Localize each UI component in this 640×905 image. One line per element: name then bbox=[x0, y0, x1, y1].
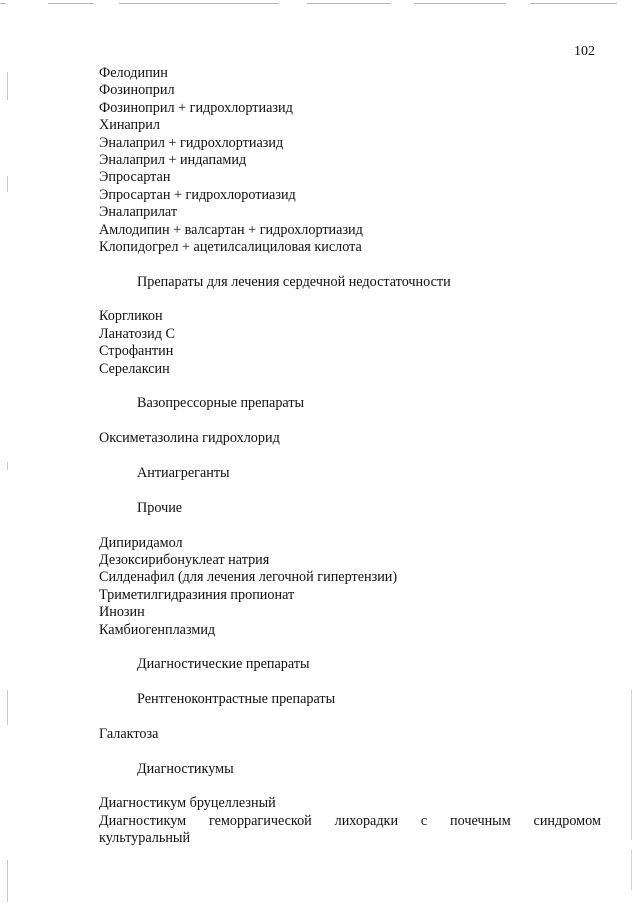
document-line: Строфантин bbox=[99, 343, 174, 360]
document-line: Фозиноприл + гидрохлортиазид bbox=[99, 99, 293, 116]
document-line: Ланатозид С bbox=[99, 325, 175, 342]
document-line: Эпросартан bbox=[99, 169, 171, 186]
justified-word: Диагностикум bbox=[99, 812, 187, 829]
scan-artifact-line bbox=[530, 3, 617, 4]
page-number: 102 bbox=[574, 44, 595, 59]
left-scan-edge-mark bbox=[7, 860, 8, 902]
document-line: Эналаприл + индапамид bbox=[99, 151, 247, 168]
document-line: Фелодипин bbox=[99, 65, 168, 81]
scan-artifact-line bbox=[307, 3, 391, 4]
justified-word: синдромом bbox=[533, 812, 601, 829]
document-line: Триметилгидразиния пропионат bbox=[99, 586, 295, 603]
document-line: Фозиноприл bbox=[99, 82, 175, 99]
document-line: Инозин bbox=[99, 604, 145, 621]
document-line: Хинаприл bbox=[99, 117, 160, 134]
justified-word: почечным bbox=[450, 812, 511, 829]
document-line: Галактоза bbox=[99, 725, 159, 742]
justified-word: геморрагической bbox=[208, 812, 312, 829]
section-heading: Вазопрессорные препараты bbox=[137, 395, 305, 412]
scan-artifact-line bbox=[0, 3, 6, 4]
section-heading: Антиагреганты bbox=[137, 464, 230, 481]
left-scan-edge-mark bbox=[7, 72, 8, 100]
justified-document-line bbox=[99, 813, 601, 830]
blank-line bbox=[99, 378, 601, 395]
section-heading: Диагностические препараты bbox=[137, 656, 310, 673]
document-line: Дипиридамол bbox=[99, 534, 183, 551]
scan-artifact-line bbox=[48, 3, 94, 4]
right-scan-edge-mark bbox=[631, 690, 632, 840]
left-scan-edge-mark bbox=[7, 690, 8, 725]
blank-line bbox=[99, 256, 601, 273]
document-line: Эпросартан + гидрохлоротиазид bbox=[99, 186, 296, 203]
section-heading: Диагностикумы bbox=[137, 760, 234, 777]
scan-artifact-line bbox=[414, 3, 506, 4]
blank-line bbox=[99, 413, 601, 430]
document-line: Серелаксин bbox=[99, 360, 170, 377]
blank-line bbox=[99, 639, 601, 656]
section-heading: Прочие bbox=[137, 499, 183, 516]
section-heading: Препараты для лечения сердечной недостаточности bbox=[137, 273, 451, 290]
document-line: Клопидогрел + ацетилсалициловая кислота bbox=[99, 238, 362, 255]
left-scan-edge-mark bbox=[7, 176, 8, 192]
justified-word: лихорадки bbox=[334, 812, 399, 829]
blank-line bbox=[99, 674, 601, 691]
scan-top-artifact bbox=[0, 0, 640, 10]
document-line: Эналаприл + гидрохлортиазид bbox=[99, 134, 284, 151]
right-scan-edge-mark bbox=[631, 850, 632, 890]
document-line: Камбиогенплазмид bbox=[99, 621, 216, 638]
document-line: Эналаприлат bbox=[99, 204, 178, 221]
blank-line bbox=[99, 291, 601, 308]
document-line: Дезоксирибонуклеат натрия bbox=[99, 551, 270, 568]
document-line: Силденафил (для лечения легочной гипертензии) bbox=[99, 569, 398, 586]
blank-line bbox=[99, 482, 601, 499]
document-line: Оксиметазолина гидрохлорид bbox=[99, 430, 280, 447]
blank-line bbox=[99, 743, 601, 760]
document-content bbox=[99, 65, 601, 848]
left-scan-edge-mark bbox=[7, 462, 8, 470]
blank-line bbox=[99, 517, 601, 534]
blank-line bbox=[99, 448, 601, 465]
scan-artifact-line bbox=[119, 3, 279, 4]
section-heading: Рентгеноконтрастные препараты bbox=[137, 691, 336, 708]
blank-line bbox=[99, 708, 601, 725]
document-line: Коргликон bbox=[99, 308, 163, 325]
blank-line bbox=[99, 778, 601, 795]
document-line: Диагностикум бруцеллезный bbox=[99, 795, 276, 812]
justified-word: с bbox=[420, 812, 428, 829]
document-line: Амлодипин + валсартан + гидрохлортиазид bbox=[99, 221, 363, 238]
document-line: культуральный bbox=[99, 830, 191, 847]
